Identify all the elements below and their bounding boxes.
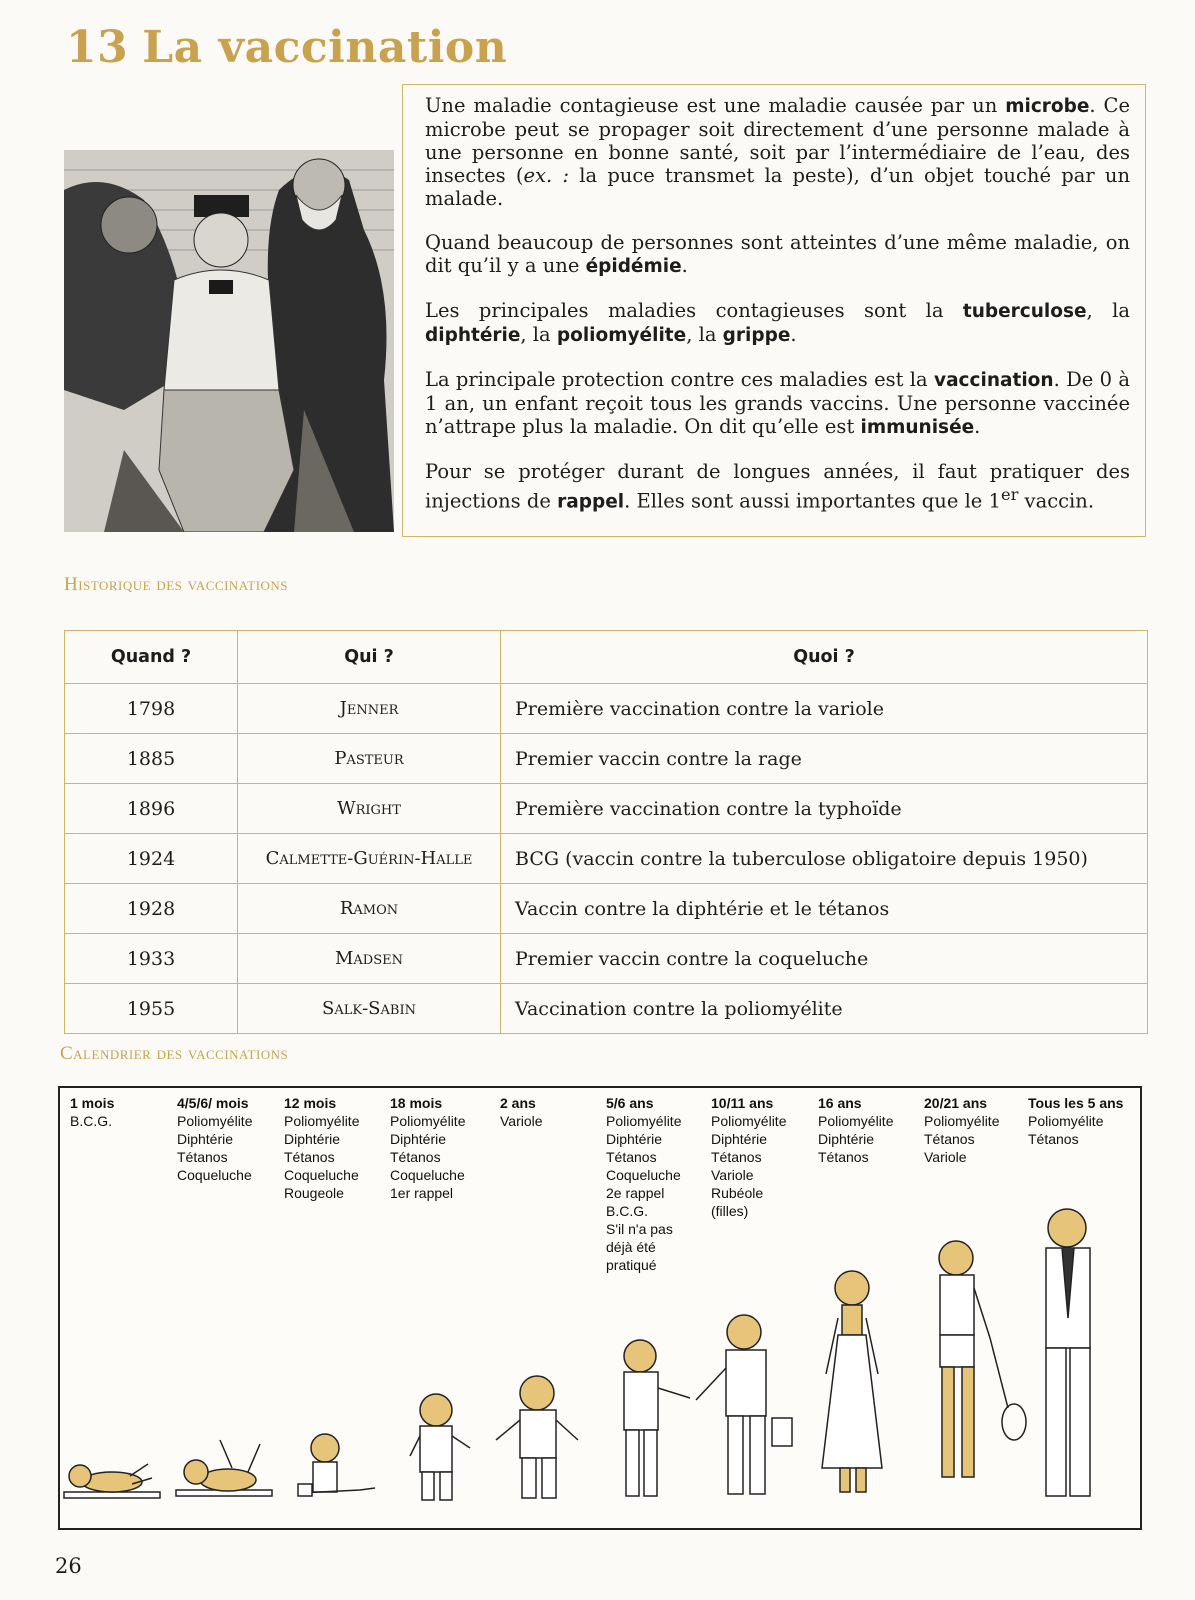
year-cell: 1955 bbox=[65, 984, 238, 1034]
scientist-cell: Pasteur bbox=[238, 734, 501, 784]
calendar-vaccine-item: Diphtérie bbox=[284, 1131, 341, 1147]
key-term: vaccination bbox=[934, 370, 1054, 391]
calendar-vaccine-item: Tétanos bbox=[924, 1131, 975, 1147]
calendar-vaccine-item: Coqueluche bbox=[390, 1167, 465, 1183]
calendar-age-label: 2 ans bbox=[500, 1095, 536, 1111]
year-cell: 1896 bbox=[65, 784, 238, 834]
text-run: Quand beaucoup de personnes sont atteintes d’une même maladie, on dit qu’il y a une bbox=[425, 231, 1130, 277]
calendar-vaccine-item: Tétanos bbox=[1028, 1131, 1079, 1147]
text-run: . De 0 à 1 an, un enfant reçoit tous les grands vaccins. Une personne vaccinée n’attrape plus la maladie. On dit qu’elle est bbox=[425, 368, 1130, 438]
table-header-row bbox=[65, 631, 1148, 684]
column-header-when: Quand ? bbox=[65, 631, 238, 684]
calendar-vaccine-item: Poliomyélite bbox=[1028, 1113, 1104, 1129]
scientist-cell: Salk-Sabin bbox=[238, 984, 501, 1034]
table-row bbox=[65, 834, 1148, 884]
intro-paragraph bbox=[425, 368, 1130, 439]
text-run: , la bbox=[686, 323, 723, 346]
infant-figure bbox=[64, 1464, 160, 1498]
year-cell: 1933 bbox=[65, 934, 238, 984]
calendar-vaccine-item: Diphtérie bbox=[818, 1131, 875, 1147]
key-term: tuberculose bbox=[962, 301, 1087, 322]
calendar-vaccine-item: Rougeole bbox=[284, 1185, 344, 1201]
calendar-age-label: 18 mois bbox=[390, 1095, 443, 1111]
growth-figures-illustration bbox=[60, 1088, 1140, 1528]
key-term: épidémie bbox=[585, 256, 682, 277]
calendar-age-label: 4/5/6/ mois bbox=[177, 1095, 249, 1111]
calendar-vaccine-item: Poliomyélite bbox=[606, 1113, 682, 1129]
year-cell: 1885 bbox=[65, 734, 238, 784]
calendar-vaccine-item: (filles) bbox=[711, 1203, 749, 1219]
chapter-title: La vaccination bbox=[142, 22, 508, 73]
table-row bbox=[65, 884, 1148, 934]
calendar-section-title: Calendrier des vaccinations bbox=[60, 1043, 289, 1064]
text-run: Les principales maladies contagieuses sont la bbox=[425, 299, 963, 322]
calendar-vaccine-item: 1er rappel bbox=[390, 1185, 454, 1201]
table-row bbox=[65, 984, 1148, 1034]
calendar-age-label: 1 mois bbox=[70, 1095, 115, 1111]
child-figure bbox=[696, 1315, 792, 1494]
child-figure bbox=[624, 1340, 690, 1496]
text-run: , la bbox=[520, 323, 557, 346]
superscript-text: er bbox=[1000, 485, 1019, 504]
description-cell: Vaccination contre la poliomyélite bbox=[501, 984, 1148, 1034]
infant-figure bbox=[176, 1440, 272, 1496]
infant-figure bbox=[298, 1434, 375, 1496]
text-run: . bbox=[974, 415, 981, 438]
calendar-vaccine-item: S'il n'a pas bbox=[606, 1221, 673, 1237]
calendar-vaccine-item: Diphtérie bbox=[711, 1131, 768, 1147]
text-run: . bbox=[681, 254, 688, 277]
calendar-vaccine-item: Poliomyélite bbox=[177, 1113, 253, 1129]
text-run: . bbox=[790, 323, 797, 346]
description-cell: Première vaccination contre la typhoïde bbox=[501, 784, 1148, 834]
calendar-vaccine-item: B.C.G. bbox=[70, 1113, 113, 1129]
intro-paragraph bbox=[425, 231, 1130, 278]
text-run: . Ce microbe peut se propager soit directement d’une personne malade à une personne en bonne santé, soit par l’intermédiaire de l’eau, des insectes ( bbox=[425, 94, 1131, 187]
year-cell: 1928 bbox=[65, 884, 238, 934]
text-run: . Elles sont aussi importantes que le 1 bbox=[624, 489, 1001, 513]
calendar-vaccine-item: déjà été bbox=[606, 1239, 656, 1255]
calendar-vaccine-item: Poliomyélite bbox=[390, 1113, 466, 1129]
calendar-vaccine-item: B.C.G. bbox=[606, 1203, 649, 1219]
calendar-age-label: 5/6 ans bbox=[606, 1095, 654, 1111]
calendar-vaccine-item: Tétanos bbox=[390, 1149, 441, 1165]
calendar-age-label: 20/21 ans bbox=[924, 1095, 988, 1111]
table-row bbox=[65, 934, 1148, 984]
description-cell: Premier vaccin contre la rage bbox=[501, 734, 1148, 784]
column-header-what: Quoi ? bbox=[501, 631, 1148, 684]
calendar-vaccine-item: Tétanos bbox=[177, 1149, 228, 1165]
intro-paragraph bbox=[425, 299, 1130, 347]
page-title bbox=[66, 22, 507, 73]
adult-figure bbox=[1046, 1209, 1090, 1496]
calendar-vaccine-item: Diphtérie bbox=[177, 1131, 234, 1147]
vaccination-calendar bbox=[58, 1086, 1142, 1530]
italic-text: ex. : bbox=[523, 164, 570, 187]
page-number: 26 bbox=[55, 1554, 82, 1578]
description-cell: BCG (vaccin contre la tuberculose obligatoire depuis 1950) bbox=[501, 834, 1148, 884]
text-run: Pour se protéger durant de longues années, il faut pratiquer des injections de bbox=[425, 460, 1130, 513]
calendar-vaccine-item: Poliomyélite bbox=[924, 1113, 1000, 1129]
scientist-cell: Wright bbox=[238, 784, 501, 834]
calendar-vaccine-item: Tétanos bbox=[711, 1149, 762, 1165]
key-term: diphtérie bbox=[425, 325, 521, 346]
description-cell: Première vaccination contre la variole bbox=[501, 684, 1148, 734]
description-cell: Premier vaccin contre la coqueluche bbox=[501, 934, 1148, 984]
intro-paragraph bbox=[425, 460, 1130, 514]
calendar-age-label: Tous les 5 ans bbox=[1028, 1095, 1124, 1111]
calendar-vaccine-item: Tétanos bbox=[818, 1149, 869, 1165]
history-section-title: Historique des vaccinations bbox=[64, 574, 289, 595]
key-term: microbe bbox=[1005, 96, 1090, 117]
toddler-figure bbox=[496, 1376, 578, 1498]
year-cell: 1924 bbox=[65, 834, 238, 884]
young-adult-figure bbox=[939, 1241, 1026, 1477]
key-term: immunisée bbox=[860, 417, 975, 438]
calendar-vaccine-item: Coqueluche bbox=[177, 1167, 252, 1183]
intro-paragraph bbox=[425, 94, 1130, 210]
calendar-vaccine-item: 2e rappel bbox=[606, 1185, 665, 1201]
calendar-vaccine-item: Coqueluche bbox=[284, 1167, 359, 1183]
chapter-number: 13 bbox=[66, 22, 129, 73]
historical-engraving-illustration bbox=[64, 150, 394, 532]
history-table bbox=[64, 630, 1148, 1034]
text-run: , la bbox=[1086, 299, 1131, 322]
vaccination-scene-image bbox=[64, 150, 394, 532]
description-cell: Vaccin contre la diphtérie et le tétanos bbox=[501, 884, 1148, 934]
scientist-cell: Calmette-Guérin-Halle bbox=[238, 834, 501, 884]
key-term: poliomyélite bbox=[556, 325, 687, 346]
table-row bbox=[65, 784, 1148, 834]
text-run: La principale protection contre ces maladies est la bbox=[425, 368, 935, 391]
calendar-age-label: 12 mois bbox=[284, 1095, 337, 1111]
calendar-vaccine-item: Coqueluche bbox=[606, 1167, 681, 1183]
calendar-vaccine-item: Diphtérie bbox=[390, 1131, 447, 1147]
scientist-cell: Madsen bbox=[238, 934, 501, 984]
calendar-vaccine-item: Diphtérie bbox=[606, 1131, 663, 1147]
scientist-cell: Jenner bbox=[238, 684, 501, 734]
key-term: rappel bbox=[557, 491, 625, 513]
column-header-who: Qui ? bbox=[238, 631, 501, 684]
year-cell: 1798 bbox=[65, 684, 238, 734]
calendar-vaccine-item: Poliomyélite bbox=[284, 1113, 360, 1129]
calendar-vaccine-item: pratiqué bbox=[606, 1257, 657, 1273]
toddler-figure bbox=[410, 1394, 470, 1500]
intro-text-box bbox=[402, 84, 1146, 537]
table-row bbox=[65, 684, 1148, 734]
calendar-vaccine-item: Tétanos bbox=[606, 1149, 657, 1165]
teenager-figure bbox=[822, 1271, 882, 1492]
scientist-cell: Ramon bbox=[238, 884, 501, 934]
calendar-vaccine-item: Tétanos bbox=[284, 1149, 335, 1165]
calendar-vaccine-item: Poliomyélite bbox=[818, 1113, 894, 1129]
calendar-age-label: 16 ans bbox=[818, 1095, 862, 1111]
calendar-age-label: 10/11 ans bbox=[711, 1095, 774, 1111]
text-run: la puce transmet la peste), d’un objet touché par un malade. bbox=[425, 164, 1130, 210]
calendar-vaccine-item: Variole bbox=[924, 1149, 967, 1165]
table-row bbox=[65, 734, 1148, 784]
calendar-vaccine-item: Variole bbox=[711, 1167, 754, 1183]
text-run: vaccin. bbox=[1018, 489, 1095, 513]
calendar-vaccine-item: Rubéole bbox=[711, 1185, 764, 1201]
key-term: grippe bbox=[722, 325, 791, 346]
calendar-vaccine-item: Poliomyélite bbox=[711, 1113, 787, 1129]
calendar-vaccine-item: Variole bbox=[500, 1113, 543, 1129]
text-run: Une maladie contagieuse est une maladie causée par un bbox=[425, 94, 1006, 117]
